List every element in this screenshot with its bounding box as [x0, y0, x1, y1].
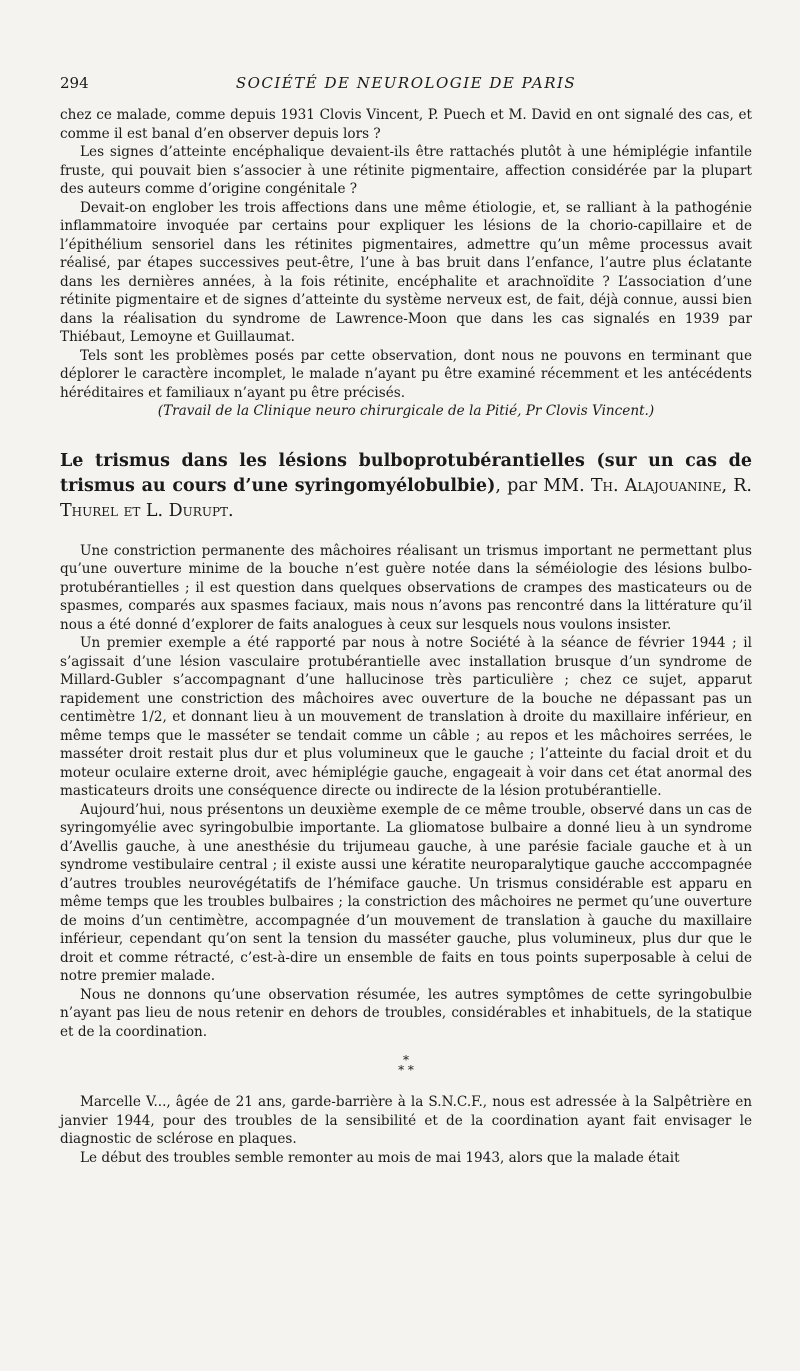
page-header — [60, 74, 752, 94]
paragraph: Nous ne donnons qu’une observation résumée, les autres symptômes de cette syringobulbie n’ayant pas lieu de nous retenir en dehors de troubles, considérables et inhabituels, de la statique et de la coordination. — [60, 986, 752, 1040]
paragraph: Le début des troubles semble remonter au mois de mai 1943, alors que la malade était — [80, 1149, 680, 1166]
paragraph: Les signes d’atteinte encéphalique devaient-ils être rattachés plutôt à une hémiplégie infantile fruste, qui pouvait bien s’associer à une rétinite pigmentaire, affection considérée par la plupart des auteurs comme d’origine congénitale ? — [60, 144, 752, 197]
paragraph: Marcelle V..., âgée de 21 ans, garde-barrière à la S.N.C.F., nous est adressée à la Salpêtrière en janvier 1944, pour des troubles de la sensibilité et de la coordination ayant fait envisager le diagnostic de sclérose en plaques. — [60, 1094, 752, 1147]
page-body — [60, 106, 752, 1167]
section-separator — [60, 1055, 752, 1075]
paragraph: Devait-on englober les trois affections dans une même étiologie, et, se ralliant à la pathogénie inflammatoire invoquée par certains pour expliquer les lésions de la chorio-capillaire et de l’épithélium sensoriel dans les rétinites pigmentaires, admettre qu’un même processus avait réalisé, par étapes successives peut-être, l’une à bas bruit dans l’enfance, l’autre plus éclatante dans les dernières années, à la fois rétinite, encéphalite et arachnoïdite ? L’association d’une rétinite pigmentaire et de signes d’atteinte du système nerveux est, de fait, déjà connue, aussi bien dans la réalisation du syndrome de Lawrence-Moon que dans les cas signalés en 1939 par Thiébaut, Lemoyne et Guillaumat. — [60, 199, 752, 345]
separator-bottom: * * — [398, 1063, 414, 1077]
separator-top: * — [403, 1053, 409, 1067]
article-title — [60, 449, 752, 524]
paragraph: Une constriction permanente des mâchoires réalisant un trismus important ne permettant plus qu’une ouverture minime de la bouche n’est guère notée dans la séméiologie des lésions bulbo-protubérantielles ; il est question dans quelques observations de crampes des masticateurs ou de spasmes, comparés aux spasmes faciaux, mais nous n’avons pas rencontré dans la littérature qu’il nous a été donné d’explorer de faits analogues à ceux sur lesquels nous voulons insister. — [60, 542, 752, 633]
paragraph: chez ce malade, comme depuis 1931 Clovis Vincent, P. Puech et M. David en ont signalé des cas, et comme il est banal d’en observer depuis lors ? — [60, 107, 752, 142]
paragraph: Tels sont les problèmes posés par cette observation, dont nous ne pouvons en terminant que déplorer le caractère incomplet, le malade n’ayant pu être examiné récemment et les antécédents héréditaires et familiaux n’ayant pu être précisés. — [60, 347, 752, 401]
affiliation-credit: (Travail de la Clinique neuro chirurgicale de la Pitié, Pr Clovis Vincent.) — [157, 403, 655, 419]
paragraph: Un premier exemple a été rapporté par nous à notre Société à la séance de février 1944 ; il s’agissait d’une lésion vasculaire protubérantielle avec installation brusque d’un syndrome de Millard-Gubler s’accompagnant d’une hallucinose très particulière ; chez ce sujet, apparut rapidement une constriction des mâchoires avec ouverture de la bouche ne dépassant pas un centimètre 1/2, et donnant lieu à un mouvement de translation à droite du maxillaire inférieur, en même temps que le masséter se tendait comme un câble ; au repos et les mâchoires serrées, le masséter droit restait plus dur et plus volumineux que le gauche ; l’atteinte du facial droit et du moteur oculaire externe droit, avec hémiplégie gauche, engageait à voir dans cet état anormal des masticateurs droits une conséquence directe ou indirecte de la lésion protubérantielle. — [60, 635, 752, 799]
page-number: 294 — [60, 74, 89, 92]
running-head: SOCIÉTÉ DE NEUROLOGIE DE PARIS — [235, 74, 577, 92]
article-title-text: Le trismus dans les lésions bulboprotubérantielles (sur un cas de trismus au cours d’une syringomyélobulbie) — [60, 450, 752, 496]
paragraph: Aujourd’hui, nous présentons un deuxième exemple de ce même trouble, observé dans un cas de syringomyélie avec syringobulbie importante. La gliomatose bulbaire a donné lieu à un syndrome d’Avellis gauche, à une anesthésie du trijumeau gauche, à une parésie faciale gauche et à un syndrome vestibulaire central ; il existe aussi une kératite neuroparalytique gauche acccompagnée d’autres troubles neurovégétatifs de l’hémiface gauche. Un trismus considérable est apparu en même temps que les troubles bulbaires ; la constriction des mâchoires ne permet qu’une ouverture de moins d’un centimètre, accompagnée d’un mouvement de translation à gauche du maxillaire inférieur, cependant qu’on sent la tension du masséter gauche, plus volumineux, plus dur que le droit et comme rétracté, c’est-à-dire un ensemble de faits en tous points superposable à celui de notre premier malade. — [60, 801, 752, 984]
article-body — [60, 542, 752, 1042]
article-authors: Th. Alajouanine, R. Thurel et L. Durupt. — [60, 475, 752, 521]
byline-prefix: , par MM. — [495, 475, 591, 496]
